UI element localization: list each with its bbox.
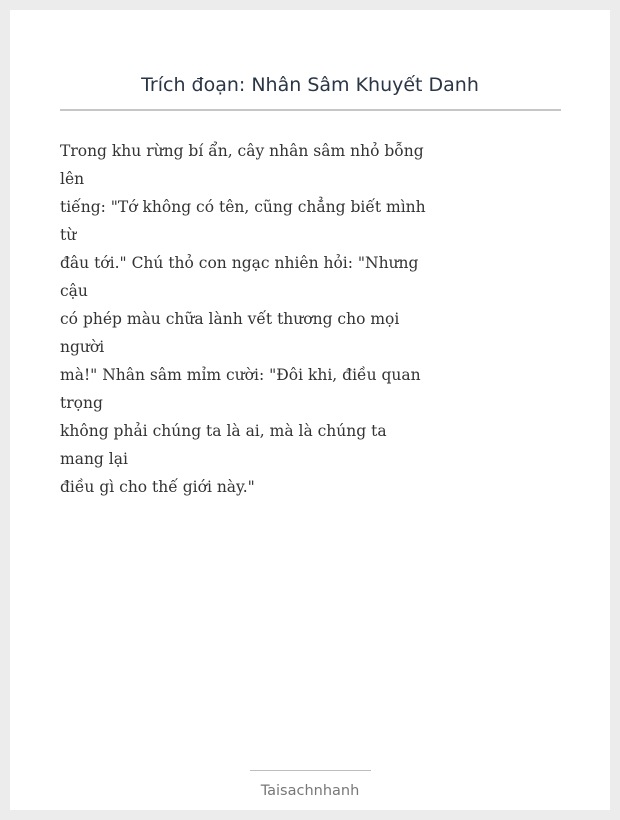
passage-line (60, 193, 426, 249)
passage-line-wrap: mang lại (60, 450, 128, 468)
passage-line-text: có phép màu chữa lành vết thương cho mọi (60, 310, 400, 328)
passage-line-text: Trong khu rừng bí ẩn, cây nhân sâm nhỏ bỗng (60, 142, 424, 160)
passage-line (60, 473, 400, 529)
footer-source: Taisachnhanh (260, 783, 360, 799)
passage-line (60, 305, 400, 361)
passage-line-text: điều gì cho thế giới này." (60, 478, 255, 496)
footer-divider (250, 770, 371, 771)
document-page (10, 10, 610, 810)
title-divider (60, 109, 561, 111)
passage-text (60, 137, 426, 529)
passage-line-wrap: lên (60, 170, 85, 188)
passage-line-text: mà!" Nhân sâm mỉm cười: "Đôi khi, điều quan (60, 366, 421, 384)
passage-line (60, 137, 424, 193)
passage-line (60, 361, 421, 417)
passage-line-wrap: người (60, 338, 105, 356)
passage-line-text: đâu tới." Chú thỏ con ngạc nhiên hỏi: "Nhưng (60, 254, 419, 272)
passage-line (60, 417, 400, 473)
passage-line-text: tiếng: "Tớ không có tên, cũng chẳng biết mình (60, 198, 426, 216)
passage-line-wrap: trọng (60, 394, 103, 412)
passage-line-text: không phải chúng ta là ai, mà là chúng ta (60, 422, 387, 440)
passage-line (60, 249, 419, 305)
passage-line-wrap: cậu (60, 282, 88, 300)
document-title: Trích đoạn: Nhân Sâm Khuyết Danh (141, 74, 479, 96)
passage-line-wrap: từ (60, 226, 77, 244)
